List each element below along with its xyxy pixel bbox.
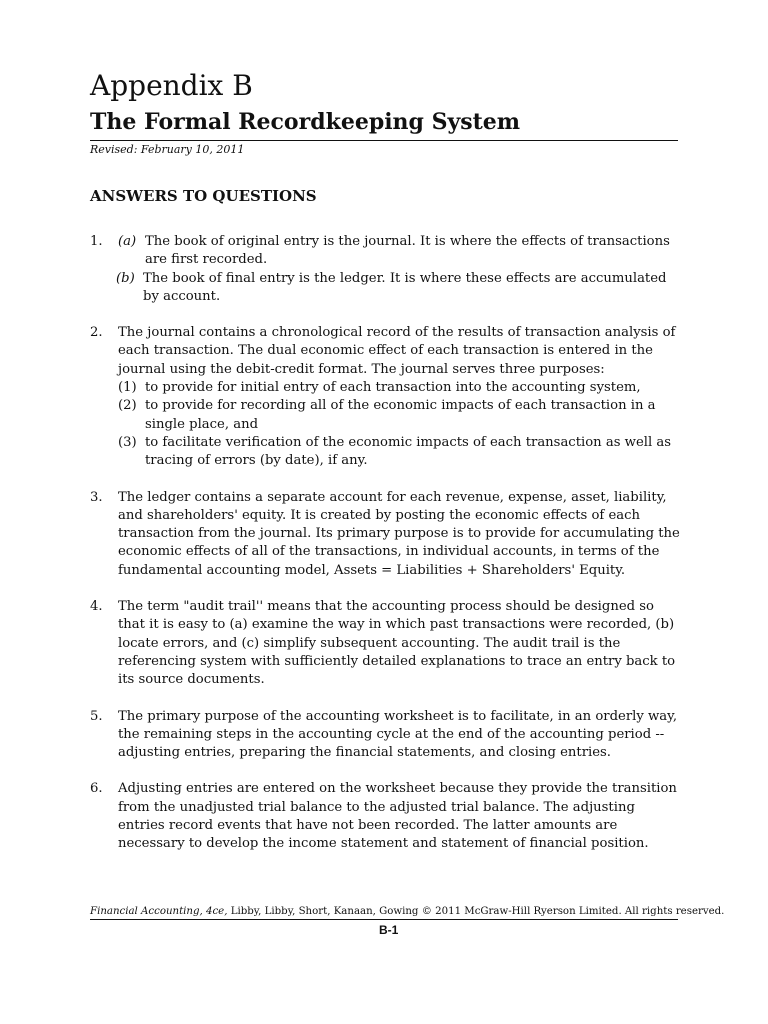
purpose-item-3 — [118, 434, 680, 471]
item-label: (3) — [118, 434, 137, 450]
item-text: to facilitate verification of the economic impacts of each transaction as well as tracing of errors (by date), if any. — [145, 434, 672, 469]
question-number: 3. — [90, 489, 103, 505]
question-5 — [90, 708, 680, 763]
question-part-b — [116, 270, 680, 307]
item-text: to provide for recording all of the economic impacts of each transaction in a single place, and — [145, 398, 656, 432]
item-text: to provide for initial entry of each transaction into the accounting system, — [145, 380, 641, 396]
footer-citation — [90, 906, 724, 917]
purpose-item-1 — [118, 379, 680, 397]
question-3 — [90, 489, 680, 580]
footer-credits: Libby, Libby, Short, Kanaan, Gowing © 2011 McGraw-Hill Ryerson Limited. All rights reserved. — [227, 906, 725, 917]
part-label: (b) — [116, 270, 135, 286]
question-number: 1. — [90, 234, 103, 249]
part-label: (a) — [118, 234, 137, 249]
question-4 — [90, 598, 680, 689]
item-label: (2) — [118, 398, 137, 414]
question-1 — [90, 233, 680, 306]
item-label: (1) — [118, 380, 137, 396]
question-number: 6. — [90, 781, 103, 797]
header-rule — [90, 140, 678, 141]
question-text: Adjusting entries are entered on the worksheet because they provide the transition from the unadjusted trial balance to the adjusted trial balance. The adjusting entries record events that have not been recorded. The latter amounts are necessary to develop the income statement and statement of financial position. — [118, 781, 677, 852]
question-2 — [90, 324, 680, 470]
part-text: The book of original entry is the journal. It is where the effects of transactions are first recorded. — [145, 234, 670, 268]
question-number: 5. — [90, 708, 103, 724]
appendix-subtitle: The Formal Recordkeeping System — [90, 109, 521, 135]
footer-book-title: Financial Accounting, 4ce, — [90, 906, 228, 917]
question-text: The journal contains a chronological record of the results of transaction analysis of each transaction. The dual economic effect of each transaction is entered in the journal using the debit-credit format. The journal serves three purposes: — [118, 325, 676, 377]
question-6 — [90, 780, 680, 853]
purpose-item-2 — [118, 397, 680, 434]
revised-date: Revised: February 10, 2011 — [90, 143, 245, 156]
question-text: The ledger contains a separate account for each revenue, expense, asset, liability, and shareholders' equity. It is created by posting the economic effects of each transaction from the journal. Its primary purpose is to provide for accumulating the economic effects of all of the transactions, in individual accounts, in terms of the fundamental accounting model, Assets = Liabilities + Shareholders' Equity. — [118, 489, 680, 578]
appendix-title: Appendix B — [90, 69, 253, 102]
question-text: The term "audit trail'' means that the accounting process should be designed so that it is easy to (a) examine the way in which past transactions were recorded, (b) locate errors, and (c) simplify subsequent accounting. The audit trail is the referencing system with sufficiently detailed explanations to trace an entry back to its source documents. — [118, 599, 676, 688]
question-text: The primary purpose of the accounting worksheet is to facilitate, in an orderly way, the remaining steps in the accounting cycle at the end of the accounting period -- adjusting entries, preparing the financial statements, and closing entries. — [118, 708, 678, 761]
question-number: 4. — [90, 599, 103, 615]
page-number: B-1 — [379, 923, 399, 937]
question-part-a — [118, 233, 680, 270]
footer-rule — [90, 919, 678, 920]
section-heading: ANSWERS TO QUESTIONS — [90, 187, 317, 205]
part-text: The book of final entry is the ledger. It is where these effects are accumulated by account. — [143, 270, 667, 304]
answers-list — [90, 233, 680, 872]
question-number: 2. — [90, 325, 103, 341]
